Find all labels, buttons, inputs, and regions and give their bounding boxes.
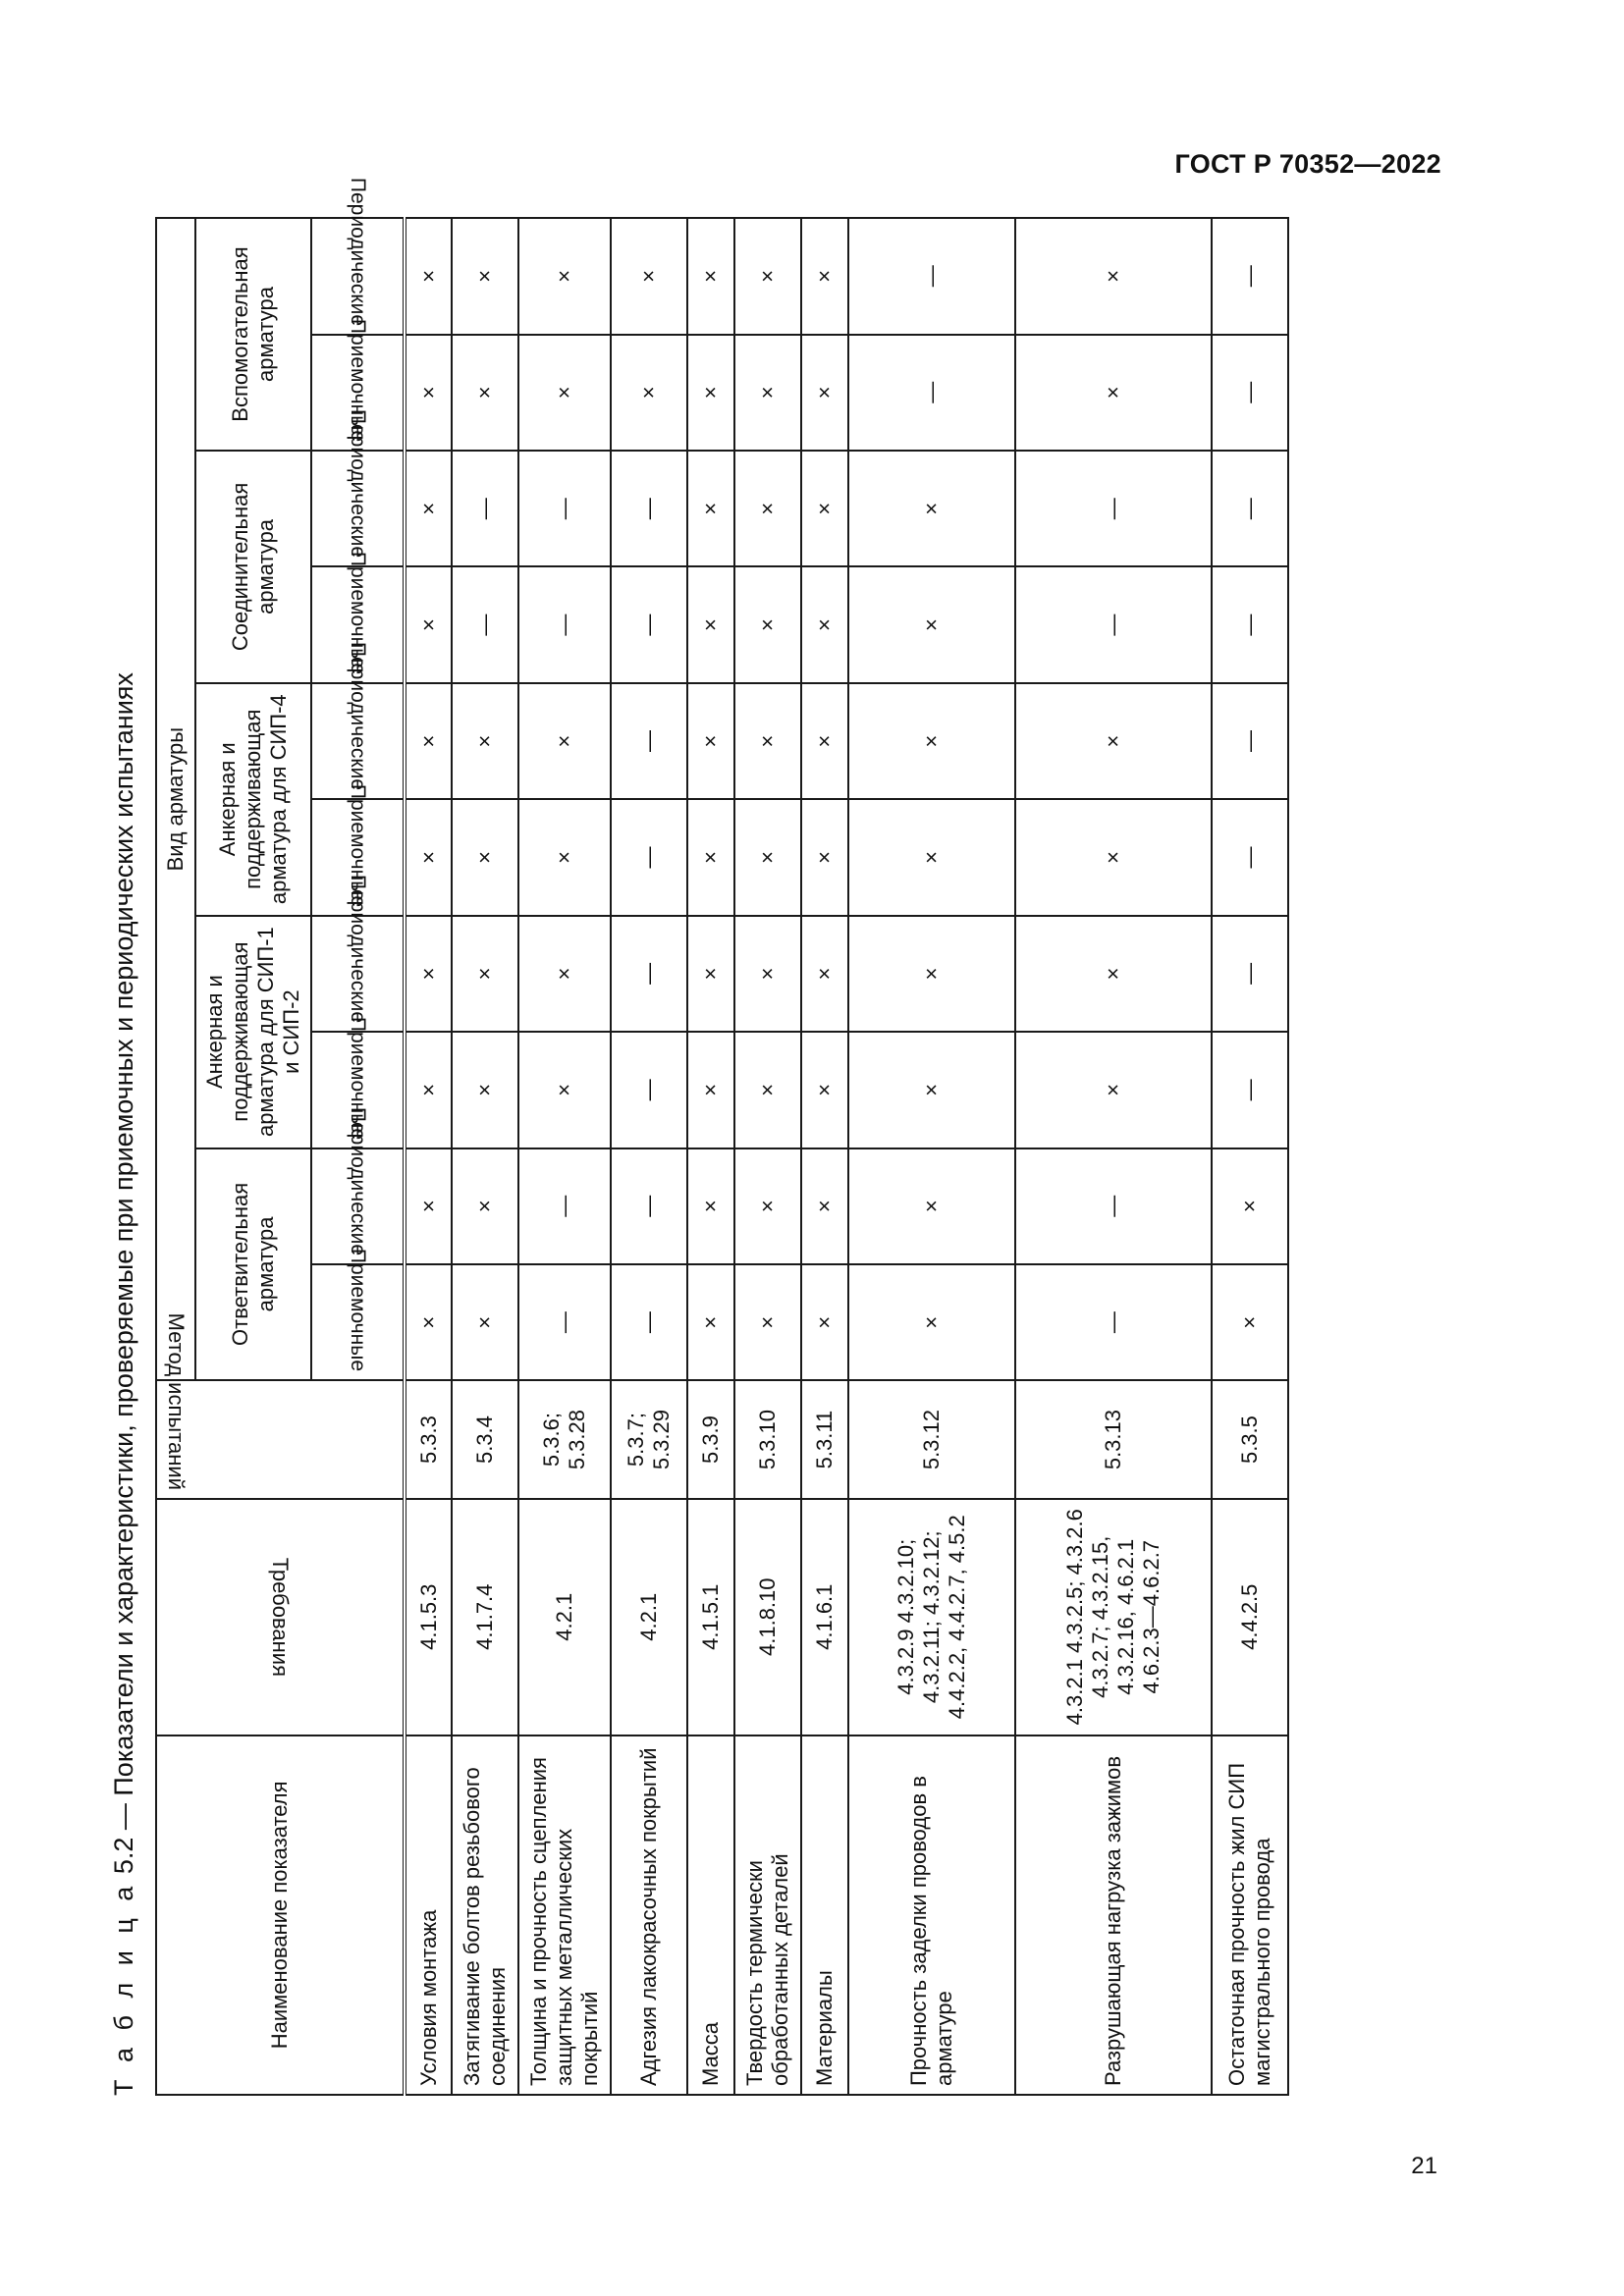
mark-cell: × [452, 1148, 518, 1264]
table-row [1212, 218, 1288, 2095]
mark-cell: × [1212, 1148, 1288, 1264]
mark-cell: × [405, 218, 452, 335]
mark-cell: × [518, 799, 611, 915]
mark-cell: — [611, 566, 687, 682]
mark-cell: × [405, 566, 452, 682]
test-method-cell: 5.3.3 [405, 1380, 452, 1498]
indicator-name-cell: Разрушающая нагрузка зажимов [1015, 1735, 1212, 2095]
mark-cell: × [801, 683, 848, 799]
header-requirements-label: Требования [268, 1557, 293, 1677]
mark-cell: × [452, 799, 518, 915]
mark-cell: × [801, 1264, 848, 1380]
mark-cell: × [1015, 799, 1212, 915]
mark-cell: × [687, 1148, 734, 1264]
mark-cell: × [734, 799, 801, 915]
mark-cell: — [1212, 799, 1288, 915]
header-fitting-type: Вид арматуры [156, 218, 195, 1380]
indicator-name-cell: Масса [687, 1735, 734, 2095]
mark-cell: × [801, 451, 848, 566]
mark-cell: × [848, 1032, 1015, 1148]
mark-cell: × [405, 1148, 452, 1264]
mark-cell: — [1015, 451, 1212, 566]
mark-cell: — [452, 566, 518, 682]
test-method-cell: 5.3.9 [687, 1380, 734, 1498]
table-row [848, 218, 1015, 2095]
mark-cell: — [518, 1148, 611, 1264]
mark-cell: × [452, 1264, 518, 1380]
mark-cell: × [734, 1264, 801, 1380]
table-row [734, 218, 801, 2095]
mark-cell: × [518, 683, 611, 799]
mark-cell: × [848, 799, 1015, 915]
mark-cell: — [1212, 335, 1288, 451]
requirements-cell: 4.3.2.1 4.3.2.5; 4.3.2.6 4.3.2.7; 4.3.2.15, 4.3.2.16, 4.6.2.1 4.6.2.3—4.6.2.7 [1015, 1499, 1212, 1735]
mark-cell: — [1015, 1148, 1212, 1264]
mark-cell: × [687, 916, 734, 1032]
header-acceptance: Приемочные [311, 1032, 405, 1148]
mark-cell: × [848, 566, 1015, 682]
test-method-cell: 5.3.4 [452, 1380, 518, 1498]
requirements-cell: 4.2.1 [611, 1499, 687, 1735]
mark-cell: × [518, 916, 611, 1032]
mark-cell: × [405, 683, 452, 799]
rotated-table-block [108, 177, 1394, 2096]
mark-cell: — [1015, 566, 1212, 682]
mark-cell: — [611, 1032, 687, 1148]
table-row [1015, 218, 1212, 2095]
mark-cell: — [1212, 451, 1288, 566]
mark-cell: × [518, 218, 611, 335]
test-method-cell: 5.3.12 [848, 1380, 1015, 1498]
mark-cell: × [452, 218, 518, 335]
table-row [518, 218, 611, 2095]
header-periodic: Периодические [311, 1148, 405, 1264]
mark-cell: × [405, 1032, 452, 1148]
mark-cell: × [687, 451, 734, 566]
mark-cell: × [1212, 1264, 1288, 1380]
mark-cell: × [734, 451, 801, 566]
inspection-table [155, 177, 1289, 2096]
header-group-branch: Ответвительная арматура [195, 1148, 311, 1381]
indicator-name-cell: Толщина и прочность сцепления защитных металлических покрытий [518, 1735, 611, 2095]
table-row [452, 218, 518, 2095]
mark-cell: — [611, 799, 687, 915]
mark-cell: × [405, 451, 452, 566]
requirements-cell: 4.2.1 [518, 1499, 611, 1735]
header-periodic: Периодические [311, 218, 405, 335]
mark-cell: × [801, 218, 848, 335]
mark-cell: × [405, 916, 452, 1032]
indicator-name-cell: Материалы [801, 1735, 848, 2095]
mark-cell: — [518, 1264, 611, 1380]
mark-cell: × [801, 1032, 848, 1148]
mark-cell: — [518, 566, 611, 682]
requirements-cell: 4.1.7.4 [452, 1499, 518, 1735]
mark-cell: × [518, 1032, 611, 1148]
mark-cell: × [452, 335, 518, 451]
requirements-cell: 4.3.2.9 4.3.2.10; 4.3.2.11; 4.3.2.12; 4.4.2.2, 4.4.2.7, 4.5.2 [848, 1499, 1015, 1735]
table-row [611, 218, 687, 2095]
mark-cell: × [452, 916, 518, 1032]
mark-cell: × [734, 1148, 801, 1264]
indicator-name-cell: Адгезия лакокрасочных покрытий [611, 1735, 687, 2095]
indicator-name-cell: Условия монтажа [405, 1735, 452, 2095]
mark-cell: — [1212, 566, 1288, 682]
header-indicator-name: Наименование показателя [156, 1735, 405, 2095]
requirements-cell: 4.1.5.1 [687, 1499, 734, 1735]
mark-cell: × [734, 566, 801, 682]
header-acceptance: Приемочные [311, 1264, 405, 1380]
table-caption-prefix: Т а б л и ц а [109, 1881, 138, 2096]
mark-cell: × [848, 451, 1015, 566]
mark-cell: × [848, 916, 1015, 1032]
header-periodic: Периодические [311, 916, 405, 1032]
mark-cell: × [848, 683, 1015, 799]
mark-cell: — [611, 683, 687, 799]
mark-cell: × [405, 335, 452, 451]
mark-cell: × [611, 218, 687, 335]
test-method-cell: 5.3.13 [1015, 1380, 1212, 1498]
mark-cell: × [848, 1264, 1015, 1380]
page-number: 21 [1411, 2153, 1437, 2179]
header-requirements [156, 1499, 405, 1735]
header-periodic: Периодические [311, 451, 405, 566]
indicator-name-cell: Твердость термически обработанных деталей [734, 1735, 801, 2095]
header-acceptance: Приемочные [311, 335, 405, 451]
mark-cell: × [687, 683, 734, 799]
header-test-method-label: Метод испытаний [164, 1312, 189, 1490]
mark-cell: × [687, 1032, 734, 1148]
mark-cell: × [611, 335, 687, 451]
mark-cell: × [687, 1264, 734, 1380]
mark-cell: — [611, 1264, 687, 1380]
mark-cell: × [452, 683, 518, 799]
table-body [405, 218, 1288, 2095]
mark-cell: × [687, 799, 734, 915]
mark-cell: — [518, 451, 611, 566]
header-acceptance: Приемочные [311, 799, 405, 915]
mark-cell: × [734, 1032, 801, 1148]
table-caption [108, 211, 147, 2096]
mark-cell: — [1212, 218, 1288, 335]
standard-designation: ГОСТ Р 70352—2022 [1174, 149, 1441, 179]
header-group-anchor-sip4: Анкерная и поддерживающая арматура для СИП-4 [195, 683, 311, 916]
indicator-name-cell: Затягивание болтов резьбового соединения [452, 1735, 518, 2095]
indicator-name-cell: Остаточная прочность жил СИП магистрального провода [1212, 1735, 1288, 2095]
mark-cell: — [848, 335, 1015, 451]
requirements-cell: 4.1.8.10 [734, 1499, 801, 1735]
mark-cell: — [1212, 683, 1288, 799]
mark-cell: — [848, 218, 1015, 335]
mark-cell: — [1212, 1032, 1288, 1148]
mark-cell: × [452, 1032, 518, 1148]
mark-cell: — [1015, 1264, 1212, 1380]
test-method-cell: 5.3.6; 5.3.28 [518, 1380, 611, 1498]
header-test-method [156, 1312, 405, 1498]
test-method-cell: 5.3.11 [801, 1380, 848, 1498]
mark-cell: × [734, 218, 801, 335]
mark-cell: × [801, 335, 848, 451]
mark-cell: — [611, 916, 687, 1032]
mark-cell: × [518, 335, 611, 451]
mark-cell: × [687, 566, 734, 682]
header-acceptance: Приемочные [311, 566, 405, 682]
mark-cell: — [611, 1148, 687, 1264]
mark-cell: × [687, 218, 734, 335]
mark-cell: × [848, 1148, 1015, 1264]
header-group-connecting: Соединительная арматура [195, 451, 311, 683]
mark-cell: × [1015, 1032, 1212, 1148]
header-group-anchor-sip12: Анкерная и поддерживающая арматура для СИП-1 и СИП-2 [195, 916, 311, 1148]
mark-cell: × [801, 566, 848, 682]
test-method-cell: 5.3.7; 5.3.29 [611, 1380, 687, 1498]
mark-cell: — [611, 451, 687, 566]
mark-cell: × [734, 683, 801, 799]
mark-cell: × [1015, 683, 1212, 799]
test-method-cell: 5.3.10 [734, 1380, 801, 1498]
table-row [687, 218, 734, 2095]
requirements-cell: 4.1.6.1 [801, 1499, 848, 1735]
test-method-cell: 5.3.5 [1212, 1380, 1288, 1498]
mark-cell: × [1015, 335, 1212, 451]
header-group-auxiliary: Вспомогательная арматура [195, 218, 311, 451]
mark-cell: × [1015, 916, 1212, 1032]
header-periodic: Периодические [311, 683, 405, 799]
requirements-cell: 4.1.5.3 [405, 1499, 452, 1735]
table-caption-text: 5.2 — Показатели и характеристики, проверяемые при приемочных и периодических испытаниях [109, 672, 138, 1875]
table-row [405, 218, 452, 2095]
mark-cell: × [405, 799, 452, 915]
mark-cell: — [1212, 916, 1288, 1032]
mark-cell: × [801, 916, 848, 1032]
mark-cell: × [687, 335, 734, 451]
mark-cell: × [1015, 218, 1212, 335]
mark-cell: × [801, 1148, 848, 1264]
requirements-cell: 4.4.2.5 [1212, 1499, 1288, 1735]
table-row [801, 218, 848, 2095]
mark-cell: × [801, 799, 848, 915]
mark-cell: × [734, 916, 801, 1032]
mark-cell: × [734, 335, 801, 451]
mark-cell: — [452, 451, 518, 566]
mark-cell: × [405, 1264, 452, 1380]
indicator-name-cell: Прочность заделки проводов в арматуре [848, 1735, 1015, 2095]
